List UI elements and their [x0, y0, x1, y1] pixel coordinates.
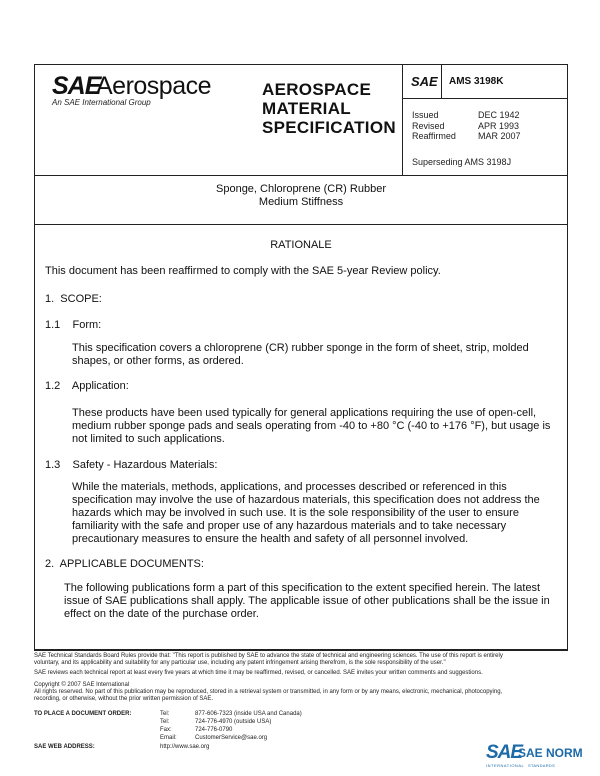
subject-line-1: Sponge, Chloroprene (CR) Rubber: [216, 183, 386, 195]
sae-norm-brand: SAE NORM: [518, 746, 583, 760]
doc-number: AMS 3198K: [449, 76, 504, 87]
footer-rights-line-2: recording, or otherwise, without the prior written permission of SAE.: [34, 696, 214, 702]
section-2-text-2: issue of SAE publications shall apply. The applicable issue of other publications shall be the issue in: [64, 595, 550, 607]
contact-label-tel-1: Tel:: [160, 711, 170, 717]
contact-value-email[interactable]: CustomerService@sae.org: [195, 735, 268, 741]
contact-label-tel-2: Tel:: [160, 719, 170, 725]
section-1-3-text-2: specification may involve the use of hazardous materials, this specification does not address the: [72, 494, 540, 506]
footer-rules-line-1: SAE Technical Standards Board Rules provide that: "This report is published by SAE to advance the state of technical and engineering sciences. The use of this report is entirely: [34, 653, 503, 659]
contact-label-email: Email:: [160, 735, 177, 741]
header-divider: [34, 175, 568, 176]
sae-norm-sub-left: INTERNATIONAL: [486, 763, 525, 768]
section-1-1-text-2: shapes, or other forms, as ordered.: [72, 355, 244, 367]
date-label-reaffirmed: Reaffirmed: [412, 131, 456, 141]
contact-value-fax: 724-776-0790: [195, 727, 233, 733]
date-value-revised: APR 1993: [478, 121, 520, 131]
footer-rights-line-1: All rights reserved. No part of this publication may be reproduced, stored in a retrieval system or transmitted, in any form or by any means, electronic, mechanical, photocopying,: [34, 689, 503, 695]
sae-norm-sub-right: STANDARDS: [528, 763, 556, 768]
date-label-issued: Issued: [412, 110, 439, 120]
web-address-link[interactable]: http://www.sae.org: [160, 744, 210, 750]
section-2-text-1: The following publications form a part of this specification to the extent specified herein. The latest: [64, 582, 541, 594]
date-value-reaffirmed: MAR 2007: [478, 131, 521, 141]
section-1-heading: 1. SCOPE:: [45, 293, 102, 305]
sae-logo: SAE: [52, 72, 101, 100]
section-2-heading: 2. APPLICABLE DOCUMENTS:: [45, 558, 204, 570]
order-label: TO PLACE A DOCUMENT ORDER:: [34, 711, 132, 717]
doc-number-divider: [402, 98, 568, 99]
section-1-3-text-1: While the materials, methods, applications, and processes described or referenced in this: [72, 481, 507, 493]
section-1-2-text-3: not limited to such applications.: [72, 433, 225, 445]
footer-copyright: Copyright © 2007 SAE International: [34, 682, 130, 688]
date-value-issued: DEC 1942: [478, 110, 520, 120]
sae-norm-logo-mark: SAE: [486, 742, 523, 763]
footer-rule: [34, 650, 568, 651]
section-1-2-text-1: These products have been used typically for general applications requiring the use of open-cell,: [72, 407, 537, 419]
section-1-1-heading: 1.1 Form:: [45, 319, 102, 331]
title-line-2: MATERIAL: [262, 99, 351, 118]
section-1-3-text-4: familiarity with the safe and proper use of any hazardous materials and to take necessary: [72, 520, 507, 532]
logo-subtitle: An SAE International Group: [52, 98, 151, 107]
contact-value-tel-1[interactable]: 877-606-7323 (inside USA and Canada): [195, 711, 302, 717]
section-1-2-text-2: medium rubber sponge pads and seals operating from -40 to +80 °C (-40 to +176 °F), but usage is: [72, 420, 551, 432]
sae-box-divider: [441, 64, 442, 98]
web-address-label: SAE WEB ADDRESS:: [34, 744, 95, 750]
footer-review-note: SAE reviews each technical report at least every five years at which time it may be reaffirmed, revised, or cancelled. SAE invites your written comments and suggestions.: [34, 670, 483, 676]
contact-value-tel-2[interactable]: 724-776-4970 (outside USA): [195, 719, 272, 725]
sae-mark: SAE: [411, 74, 438, 89]
title-line-3: SPECIFICATION: [262, 118, 396, 137]
superseding-note: Superseding AMS 3198J: [412, 157, 512, 167]
section-1-3-text-3: hazards which may be involved in such use. It is the sole responsibility of the user to ensure: [72, 507, 519, 519]
subject-divider: [34, 224, 568, 225]
header-vertical-divider: [402, 64, 403, 175]
subject-line-2: Medium Stiffness: [258, 196, 344, 208]
contact-label-fax: Fax:: [160, 727, 172, 733]
title-line-1: AEROSPACE: [262, 80, 372, 99]
rationale-text: This document has been reaffirmed to comply with the SAE 5-year Review policy.: [45, 265, 441, 277]
section-2-text-3: effect on the date of the purchase order.: [64, 608, 259, 620]
rationale-heading: RATIONALE: [270, 239, 332, 251]
date-label-revised: Revised: [412, 121, 445, 131]
section-1-3-heading: 1.3 Safety - Hazardous Materials:: [45, 459, 218, 471]
section-1-3-text-5: precautionary measures to ensure the health and safety of all personnel involved.: [72, 533, 469, 545]
section-1-1-text-1: This specification covers a chloroprene (CR) rubber sponge in the form of sheet, strip, molded: [72, 342, 529, 354]
section-1-2-heading: 1.2 Application:: [45, 380, 129, 392]
footer-rules-line-2: voluntary, and its applicability and suitability for any particular use, including any patent infringement arising therefrom, is the sole responsibility of the user.": [34, 660, 446, 666]
aerospace-logo-text: Aerospace: [96, 72, 212, 100]
